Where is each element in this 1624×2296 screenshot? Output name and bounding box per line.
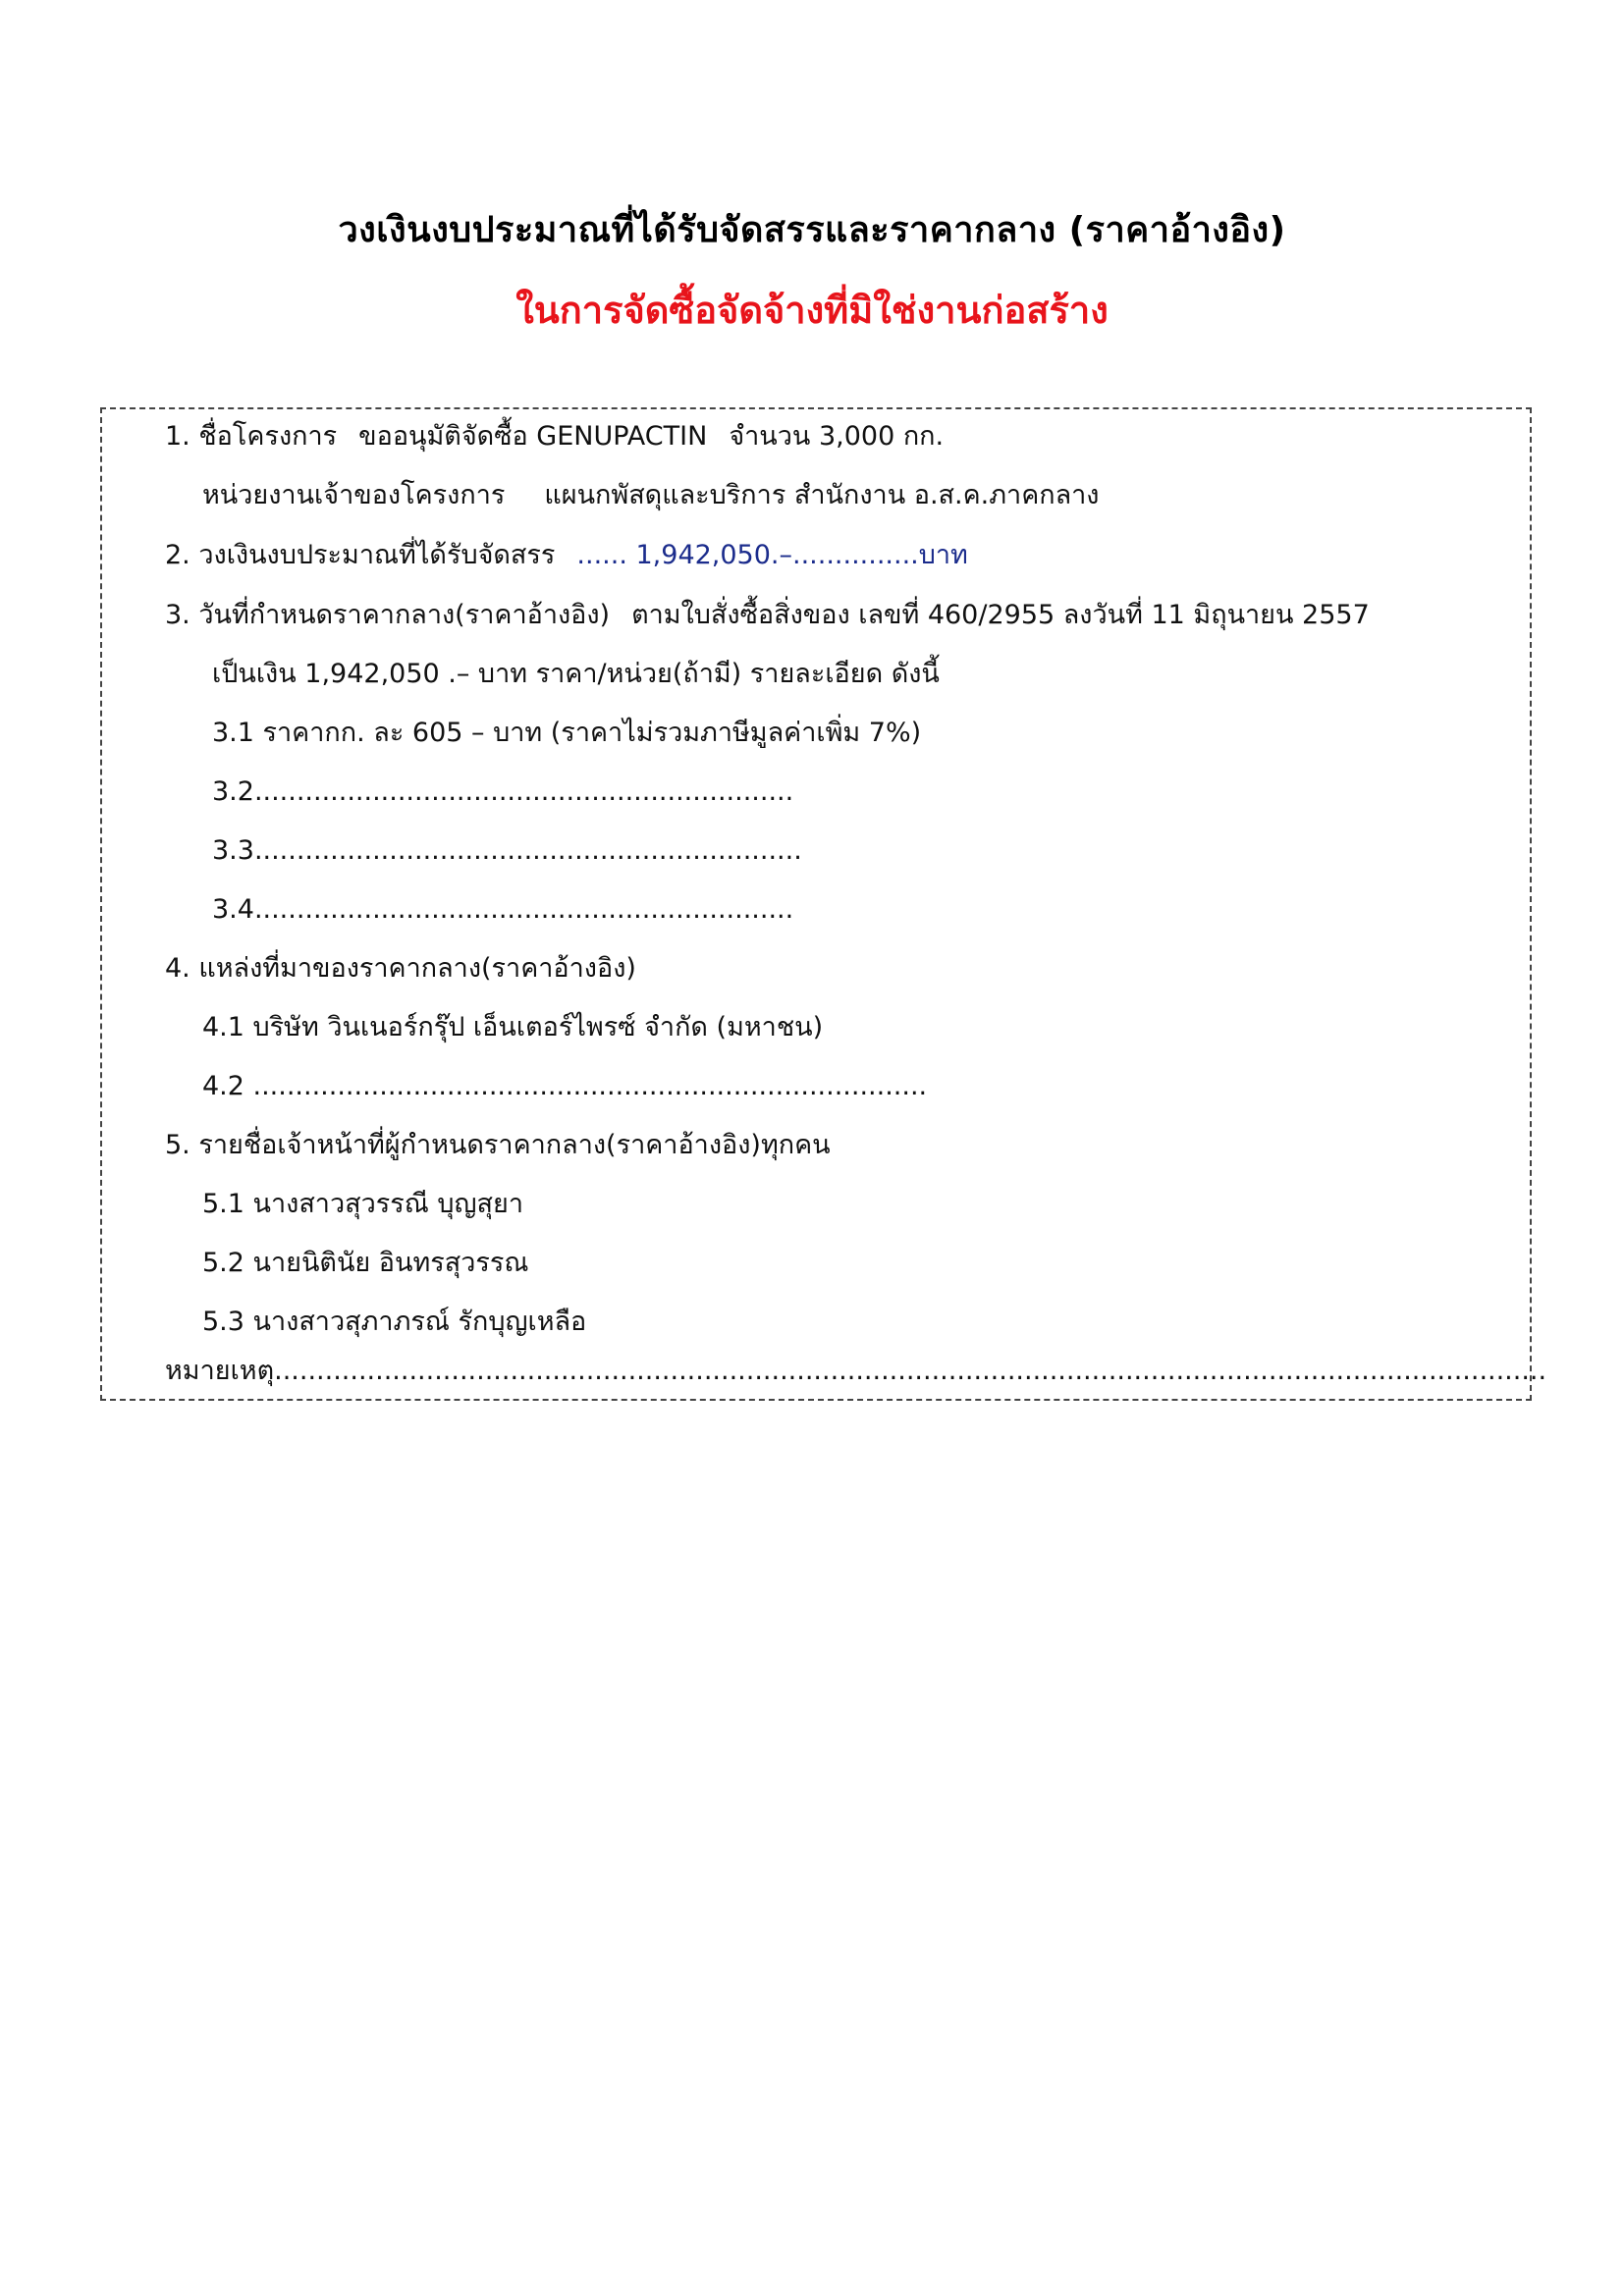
officer-item: 5.3 นางสาวสุภาภรณ์ รักบุญเหลือ: [202, 1307, 587, 1337]
officer-item: 5.1 นางสาวสุวรรณี บุญสุยา: [202, 1189, 524, 1219]
detail-item: 3.3.................................................................: [212, 835, 802, 866]
reference-document: ตามใบสั่งซื้อสิ่งของ เลขที่ 460/2955 ลงวันที่ 11 มิถุนายน 2557: [631, 600, 1370, 630]
budget-amount: ...... 1,942,050.–...............บาท: [576, 540, 968, 570]
project-quantity: จำนวน 3,000 กก.: [729, 421, 945, 452]
reference-date-label: 3. วันที่กำหนดราคากลาง(ราคาอ้างอิง): [165, 600, 611, 630]
project-row: [165, 420, 944, 454]
budget-row: [165, 539, 968, 572]
source-heading: 4. แหล่งที่มาของราคากลาง(ราคาอ้างอิง): [165, 953, 636, 984]
officer-item: 5.2 นายนิตินัย อินทรสุวรรณ: [202, 1248, 529, 1278]
reference-date-row: [165, 599, 1370, 632]
budget-label: 2. วงเงินงบประมาณที่ได้รับจัดสรร: [165, 540, 556, 570]
source-item: 4.2 ................................................................................: [202, 1071, 928, 1101]
agency-label: หน่วยงานเจ้าของโครงการ: [202, 480, 506, 510]
detail-item: 3.1 ราคากก. ละ 605 – บาท (ราคาไม่รวมภาษีมูลค่าเพิ่ม 7%): [212, 718, 922, 748]
agency-value: แผนกพัสดุและบริการ สำนักงาน อ.ส.ค.ภาคกลาง: [544, 480, 1100, 510]
project-name-value: ขออนุมัติจัดซื้อ GENUPACTIN: [358, 421, 708, 452]
officers-heading: 5. รายชื่อเจ้าหน้าที่ผู้กำหนดราคากลาง(ราคาอ้างอิง)ทุกคน: [165, 1130, 831, 1160]
detail-item: 3.2................................................................: [212, 776, 794, 807]
page-title: วงเงินงบประมาณที่ได้รับจัดสรรและราคากลาง (ราคาอ้างอิง): [338, 210, 1286, 250]
page-subtitle: ในการจัดซื้อจัดจ้างที่มิใช่งานก่อสร้าง: [515, 289, 1109, 332]
project-name-label: 1. ชื่อโครงการ: [165, 421, 338, 452]
agency-row: [202, 479, 1100, 512]
source-item: 4.1 บริษัท วินเนอร์กรุ๊ป เอ็นเตอร์ไพรซ์ จำกัด (มหาชน): [202, 1012, 824, 1042]
detail-item: 3.4................................................................: [212, 894, 794, 925]
total-amount-row: เป็นเงิน 1,942,050 .– บาท ราคา/หน่วย(ถ้ามี) รายละเอียด ดังนี้: [212, 659, 940, 689]
remark: หมายเหตุ.......................................................................................................................................................: [165, 1356, 1547, 1386]
